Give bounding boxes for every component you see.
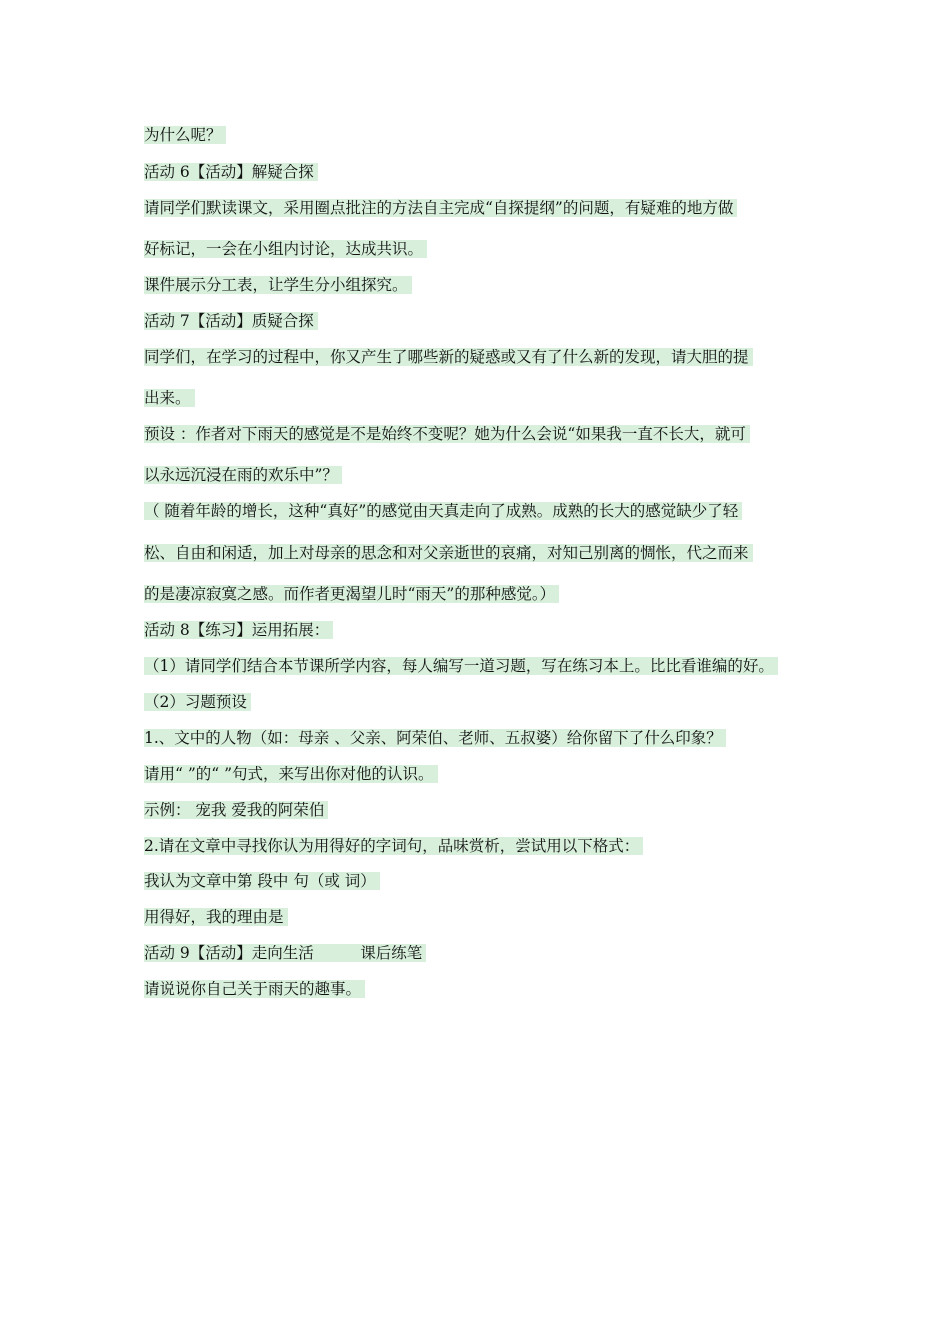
text-line: 请说说你自己关于雨天的趣事。 bbox=[144, 979, 365, 999]
activity-7-heading: 活动 7【活动】质疑合探 bbox=[144, 311, 318, 331]
text-line: 出来。 bbox=[144, 388, 195, 408]
activity-9-heading: 活动 9【活动】走向生活 课后练笔 bbox=[144, 943, 426, 963]
text-line: 为什么呢？ bbox=[144, 125, 226, 145]
text-line: 我认为文章中第 段中 句（或 词） bbox=[144, 871, 380, 891]
text-line: 松、自由和闲适，加上对母亲的思念和对父亲逝世的哀痛，对知己别离的惆怅，代之而来 bbox=[144, 543, 753, 563]
text-line: 用得好，我的理由是 bbox=[144, 907, 288, 927]
text-line: 的是凄凉寂寞之感。而作者更渴望儿时“雨天”的那种感觉。） bbox=[144, 584, 559, 604]
text-line: 示例： 宠我 爱我的阿荣伯 bbox=[144, 800, 328, 820]
text-line: 请同学们默读课文，采用圈点批注的方法自主完成“自探提纲”的问题，有疑难的地方做 bbox=[144, 198, 737, 218]
text-line: 同学们，在学习的过程中，你又产生了哪些新的疑惑或又有了什么新的发现，请大胆的提 bbox=[144, 347, 753, 367]
text-line: 请用“ ”的“ ”句式，来写出你对他的认识。 bbox=[144, 764, 438, 784]
text-line: 2.请在文章中寻找你认为用得好的字词句，品味赏析，尝试用以下格式： bbox=[144, 836, 643, 856]
text-line: （ 随着年龄的增长，这种“真好”的感觉由天真走向了成熟。成熟的长大的感觉缺少了轻 bbox=[144, 501, 742, 521]
text-line: （1）请同学们结合本节课所学内容，每人编写一道习题，写在练习本上。比比看谁编的好。 bbox=[144, 656, 778, 676]
text-line: 好标记，一会在小组内讨论，达成共识。 bbox=[144, 239, 427, 259]
activity-6-heading: 活动 6【活动】解疑合探 bbox=[144, 162, 318, 182]
text-line: 1.、文中的人物（如：母亲 、父亲、阿荣伯、老师、五叔婆）给你留下了什么印象？ bbox=[144, 728, 726, 748]
text-line: 课件展示分工表，让学生分小组探究。 bbox=[144, 275, 412, 295]
text-line: （2）习题预设 bbox=[144, 692, 251, 712]
activity-8-heading: 活动 8【练习】运用拓展： bbox=[144, 620, 333, 640]
text-line: 预设 ：作者对下雨天的感觉是不是始终不变呢？她为什么会说“如果我一直不长大，就可 bbox=[144, 424, 750, 444]
text-line: 以永远沉浸在雨的欢乐中”？ bbox=[144, 465, 342, 485]
